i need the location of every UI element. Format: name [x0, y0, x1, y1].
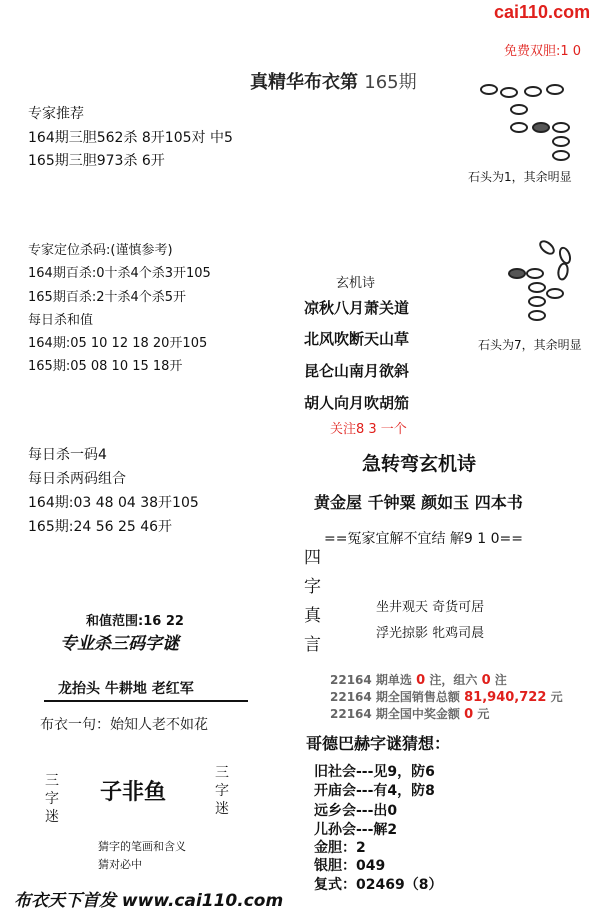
sales-label: 元 — [477, 707, 490, 721]
daily-kill-line: 165期:24 56 25 46开 — [28, 519, 173, 535]
position-line: 164期百杀:0十杀4个杀3开105 — [28, 266, 211, 281]
stone-puzzle-2-image — [498, 240, 588, 320]
position-line: 每日杀和值 — [28, 313, 94, 328]
expert-line: 164期三胆562杀 8开105对 中5 — [28, 130, 233, 146]
label-char: 四 — [304, 548, 321, 568]
site-logo[interactable]: cai110.com — [494, 2, 591, 22]
position-line: 165期百杀:2十杀4个杀5开 — [28, 290, 187, 305]
riddle-center: 子非鱼 — [100, 780, 167, 805]
position-line: 164期:05 10 12 18 20开105 — [28, 336, 208, 351]
four-char-line: 浮光掠影 牝鸡司晨 — [376, 626, 485, 641]
riddle-hint: 猜对必中 — [98, 858, 142, 871]
goedel-line: 儿孙会---解2 — [314, 822, 398, 838]
sales-value: 81,940,722 — [464, 690, 547, 705]
goedel-line: 远乡会---出0 — [314, 803, 398, 819]
poem-line: 昆仑山南月欲斜 — [304, 362, 410, 380]
sales-line-3 — [330, 705, 489, 722]
sales-label: 注 — [494, 673, 507, 687]
sales-label: 元 — [550, 690, 563, 704]
sales-label: 22164 期单选 — [330, 673, 412, 687]
label-char: 真 — [304, 606, 321, 626]
goedel-line: 复式：02469（8） — [314, 877, 443, 893]
goedel-line: 旧社会---见9，防6 — [314, 764, 435, 780]
sales-value: 0 — [416, 673, 426, 688]
poem-heading: 玄机诗 — [336, 276, 376, 291]
label-char: 言 — [304, 635, 321, 655]
title-text: 真精华布衣第 — [250, 72, 358, 93]
issue-number: 165期 — [364, 72, 417, 93]
goedel-heading: 哥德巴赫字谜猜想： — [306, 734, 451, 753]
goedel-line: 银胆：049 — [314, 858, 386, 874]
sales-label: 22164 期全国中奖金额 — [330, 707, 460, 721]
sales-label: 22164 期全国销售总额 — [330, 690, 460, 704]
daily-kill-line: 每日杀两码组合 — [28, 471, 126, 487]
goedel-line: 开庙会---有4，防8 — [314, 783, 435, 799]
poem-line: 胡人向月吹胡笳 — [304, 394, 410, 412]
expert-heading: 专家推荐 — [28, 106, 84, 122]
riddle-right-label — [214, 764, 230, 818]
divider — [44, 700, 248, 702]
riddle-saying: 布衣一句：始知人老不如花 — [40, 717, 208, 733]
position-line: 165期:05 08 10 15 18开 — [28, 359, 183, 374]
label-char: 迷 — [215, 801, 229, 817]
free-pick-text: 免费双胆:1 0 — [504, 44, 582, 59]
label-char: 三 — [215, 765, 229, 781]
expert-line: 165期三胆973杀 6开 — [28, 153, 165, 169]
four-char-label — [304, 544, 324, 660]
poem-focus: 关注8 3 一个 — [330, 422, 407, 437]
label-char: 字 — [304, 577, 321, 597]
stone-caption-1: 石头为1，其余明显 — [468, 170, 572, 184]
turn-poem-heading: 急转弯玄机诗 — [362, 453, 477, 475]
turn-poem-solve: ==冤家宜解不宜结 解9 1 0== — [324, 531, 523, 547]
label-char: 字 — [215, 783, 229, 799]
turn-poem-line: 黄金屋 千钟粟 颜如玉 四本书 — [314, 493, 523, 512]
daily-kill-line: 每日杀一码4 — [28, 447, 107, 463]
sales-value: 0 — [481, 673, 491, 688]
stone-puzzle-1-image — [480, 78, 580, 163]
label-char: 三 — [45, 773, 59, 789]
label-char: 字 — [45, 791, 59, 807]
sales-label: 注，组六 — [429, 673, 478, 687]
sales-value: 0 — [464, 707, 474, 722]
label-char: 迷 — [45, 809, 59, 825]
sum-range: 和值范围:16 22 — [86, 614, 184, 629]
riddle-left-label — [44, 772, 60, 826]
position-heading: 专家定位杀码:(谨慎参考) — [28, 243, 173, 258]
poem-line: 北风吹断天山草 — [304, 330, 410, 348]
page-title — [250, 68, 417, 94]
footer-banner[interactable]: 布衣天下首发 www.cai110.com — [14, 891, 284, 911]
poem-line: 凉秋八月萧关道 — [304, 299, 410, 317]
riddle-heading: 专业杀三码字谜 — [60, 634, 179, 654]
riddle-phrase: 龙抬头 牛耕地 老红军 — [58, 681, 194, 697]
stone-caption-2: 石头为7，其余明显 — [478, 338, 582, 352]
riddle-hint: 猜字的笔画和含义 — [98, 840, 186, 853]
daily-kill-line: 164期:03 48 04 38开105 — [28, 495, 199, 511]
goedel-line: 金胆：2 — [314, 840, 366, 856]
sales-line-2 — [330, 688, 563, 705]
sales-line-1 — [330, 671, 507, 688]
four-char-line: 坐井观天 奇货可居 — [376, 600, 485, 615]
